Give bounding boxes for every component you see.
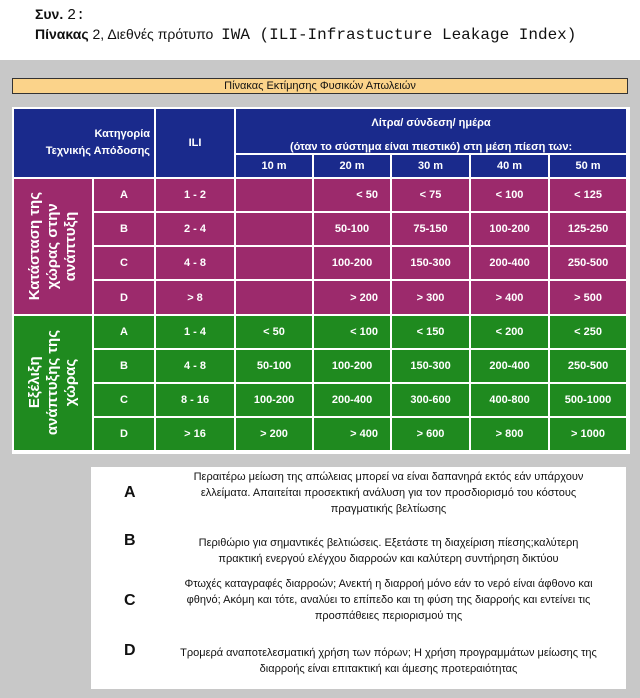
legend-box [91,467,626,689]
table-title-iwa: IWA (ILI-Infrastucture Leakage Index) [221,26,577,44]
value-cell-30m: 150-300 [392,350,471,384]
legend-line: πρακτική ενεργού ελέγχου διαρροών και καλύτερη συντήρηση δικτύου [218,553,559,565]
value-cell-30m: < 75 [392,179,471,213]
ili-cell: 2 - 4 [156,213,236,247]
category-cell: C [94,247,156,281]
header-main [236,109,628,155]
value-cell-20m: < 100 [314,316,392,350]
value-cell-50m: 250-500 [550,247,628,281]
value-cell-30m: 300-600 [392,384,471,418]
value-cell-20m: 200-400 [314,384,392,418]
value-cell-30m: 75-150 [392,213,471,247]
header-category-line1: Κατηγορία [94,128,151,141]
value-cell-10m: < 50 [236,316,314,350]
value-cell-50m: 125-250 [550,213,628,247]
legend-letter: D [124,642,136,659]
category-cell: A [94,179,156,213]
table-number: 2, [92,26,105,42]
header-pressure-40: 40 m [471,155,550,179]
category-cell: A [94,316,156,350]
group-developed-line2: ανάπτυξης της [44,330,61,436]
ili-cell: 1 - 4 [156,316,236,350]
group-developing-line2: χώρας στην [44,203,61,290]
legend-text [161,535,616,567]
header-pressure-20: 20 m [314,155,392,179]
heading-line-1 [35,6,85,24]
category-cell: B [94,350,156,384]
value-cell-40m: < 100 [471,179,550,213]
value-cell-40m: 100-200 [471,213,550,247]
category-cell: B [94,213,156,247]
value-cell-40m: > 400 [471,281,550,315]
value-cell-10m [236,213,314,247]
leakage-table [12,107,630,454]
ili-cell: 8 - 16 [156,384,236,418]
group-developed-line3: χώρας [62,359,79,407]
ili-cell: 1 - 2 [156,179,236,213]
table-label: Πίνακας [35,26,89,42]
value-cell-20m: 100-200 [314,350,392,384]
value-cell-50m: > 500 [550,281,628,315]
legend-line: Φτωχές καταγραφές διαρροών; Ανεκτή η διαρροή μόνο εάν το νερό είναι άφθονο και [184,578,593,590]
value-cell-40m: 200-400 [471,247,550,281]
legend-line: πραγματικής βελτίωσης [330,503,447,515]
legend-letter: A [124,484,136,501]
header-category [14,109,156,179]
value-cell-40m: 400-800 [471,384,550,418]
legend-line: Τρομερά αναποτελεσματική χρήση των πόρων; Η χρήση προγραμμάτων μείωσης της [180,647,597,659]
header-pressure-50: 50 m [550,155,628,179]
header-ili: ILI [156,109,236,179]
value-cell-50m: < 125 [550,179,628,213]
value-cell-20m: > 400 [314,418,392,452]
value-cell-30m: < 150 [392,316,471,350]
category-cell: D [94,418,156,452]
value-cell-30m: > 300 [392,281,471,315]
figure-panel [0,60,640,698]
legend-text [161,576,616,624]
group-developing-line3: ανάπτυξη [62,211,79,282]
value-cell-10m: > 200 [236,418,314,452]
legend-line: Περιθώριο για σημαντικές βελτιώσεις. Εξετάστε τη διαχείριση πίεσης;καλύτερη [198,537,579,549]
value-cell-40m: > 800 [471,418,550,452]
ili-cell: 4 - 8 [156,247,236,281]
legend-line: φθηνό; Ακόμη και τότε, αναλύει το επίπεδο και τη φύση της διαρροής και εντείνει τις [186,594,591,606]
value-cell-10m [236,247,314,281]
group-developed-line1: Εξέλιξη [26,356,43,409]
category-cell: C [94,384,156,418]
value-cell-30m: 150-300 [392,247,471,281]
ili-cell: > 16 [156,418,236,452]
value-cell-10m [236,179,314,213]
heading-label: Συν. [35,6,64,22]
value-cell-50m: > 1000 [550,418,628,452]
legend-text [161,645,616,677]
value-cell-40m: 200-400 [471,350,550,384]
category-cell: D [94,281,156,315]
header-category-line2: Τεχνικής Απόδοσης [45,145,151,158]
legend-text [161,469,616,517]
legend-line: ελλείματα. Απαιτείται προσεκτική ανάλυση για τον προσδιορισμό του κόστους [200,487,577,499]
table-caption: Πίνακας Εκτίμησης Φυσικών Απωλειών [12,78,628,94]
header-main-sub: (όταν το σύστημα είναι πιεστικό) στη μέση πίεση των: [289,141,573,154]
legend-letter: C [124,592,136,609]
value-cell-50m: < 250 [550,316,628,350]
legend-line: προσπάθειες περιορισμού της [314,610,463,622]
value-cell-20m: 50-100 [314,213,392,247]
value-cell-40m: < 200 [471,316,550,350]
value-cell-20m: > 200 [314,281,392,315]
value-cell-50m: 500-1000 [550,384,628,418]
header-pressure-10: 10 m [236,155,314,179]
ili-cell: 4 - 8 [156,350,236,384]
heading-line-2 [35,26,576,44]
value-cell-20m: < 50 [314,179,392,213]
group-label-developed [14,316,94,452]
heading-number: 2: [67,7,86,24]
value-cell-50m: 250-500 [550,350,628,384]
value-cell-10m: 50-100 [236,350,314,384]
header-main-title: Λίτρα/ σύνδεση/ ημέρα [371,117,491,130]
legend-line: διαρροής είναι επιτακτική και άμεσης προτεραιότητας [259,663,518,675]
legend-letter: B [124,532,136,549]
ili-cell: > 8 [156,281,236,315]
value-cell-20m: 100-200 [314,247,392,281]
value-cell-30m: > 600 [392,418,471,452]
value-cell-10m: 100-200 [236,384,314,418]
value-cell-10m [236,281,314,315]
group-label-developing [14,179,94,315]
header-pressure-30: 30 m [392,155,471,179]
table-title-text: Διεθνές πρότυπο [107,26,214,42]
legend-line: Περαιτέρω μείωση της απώλειας μπορεί να είναι δαπανηρά εκτός εάν υπάρχουν [193,471,584,483]
group-developing-line1: Κατάσταση της [26,192,43,301]
